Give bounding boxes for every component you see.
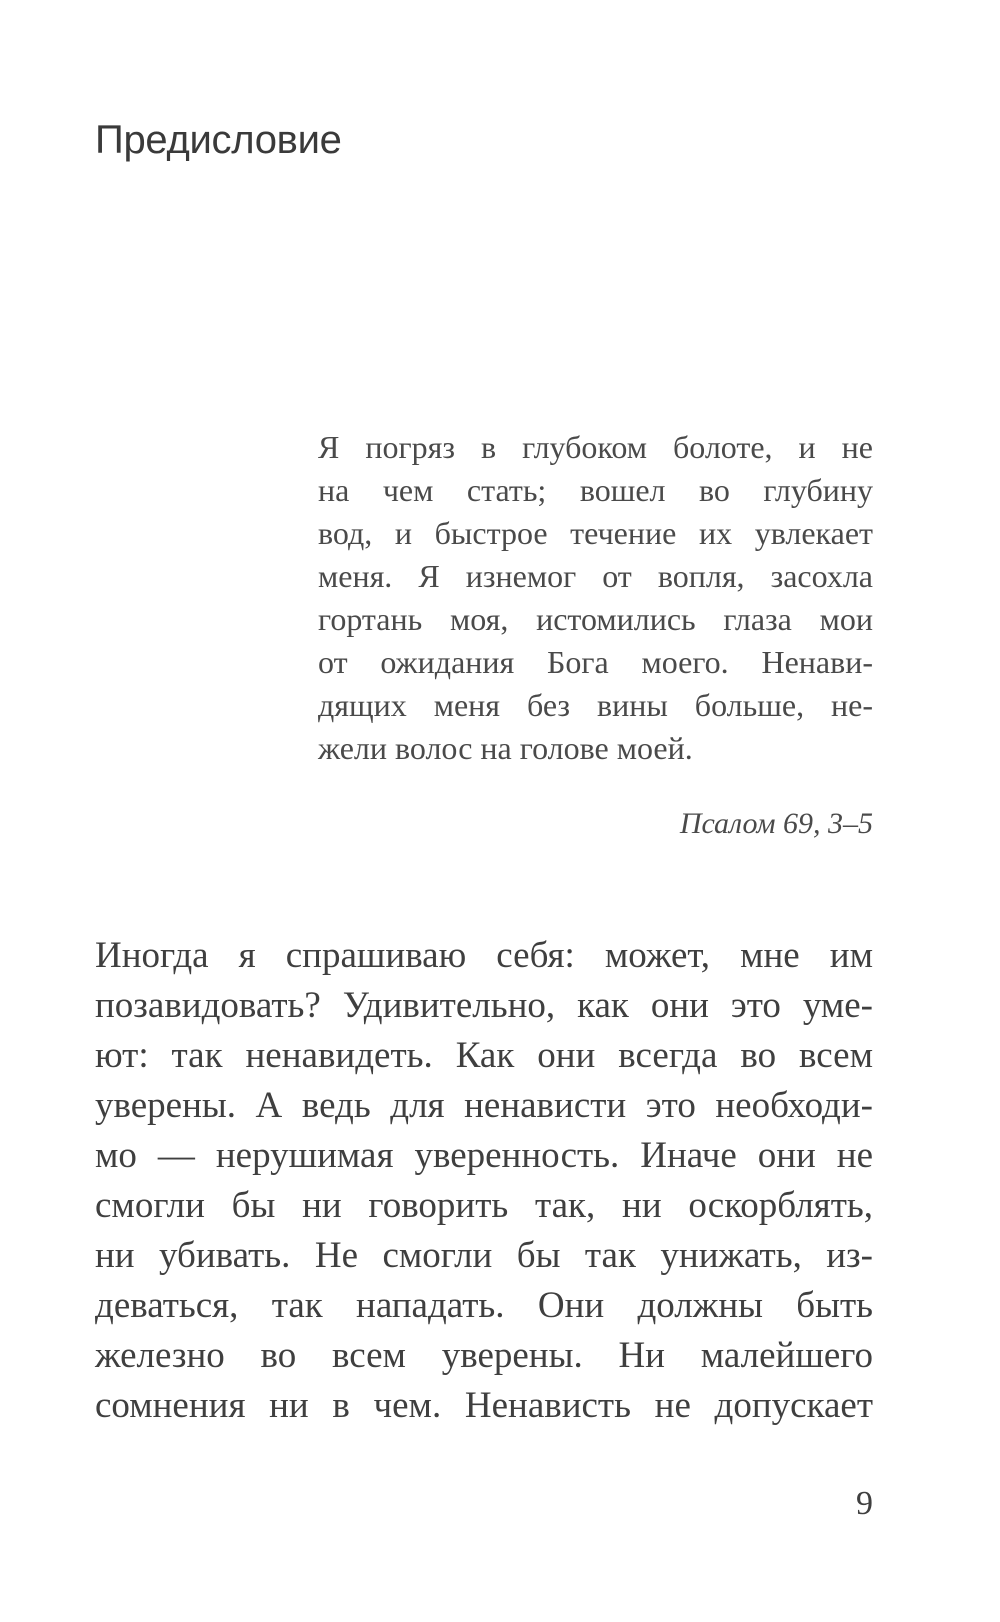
epigraph-line: от ожидания Бога моего. Ненави- [318,644,873,680]
body-line: смогли бы ни говорить так, ни оскорблять, [95,1185,873,1226]
epigraph-line: Я погряз в глубоком болоте, и не [318,429,873,465]
epigraph [318,426,873,770]
epigraph-line: жели волос на голове моей. [318,730,693,766]
body-paragraph [95,931,873,1431]
body-line: ют: так ненавидеть. Как они всегда во всем [95,1035,873,1076]
body-line: уверены. А ведь для ненависти это необходи- [95,1085,873,1126]
chapter-title: Предисловие [95,118,342,162]
epigraph-source: Псалом 69, 3–5 [679,807,873,840]
epigraph-line: на чем стать; вошел во глубину [318,472,873,508]
epigraph-line: дящих меня без вины больше, не- [318,687,873,723]
epigraph-line: меня. Я изнемог от вопля, засохла [318,558,873,594]
epigraph-line: гортань моя, истомились глаза мои [318,601,873,637]
body-line: Иногда я спрашиваю себя: может, мне им [95,935,873,976]
body-line: позавидовать? Удивительно, как они это уме- [95,985,873,1026]
body-line: ни убивать. Не смогли бы так унижать, из- [95,1235,873,1276]
body-line: мо — нерушимая уверенность. Иначе они не [95,1135,873,1176]
epigraph-line: вод, и быстрое течение их увлекает [318,515,873,551]
body-line: сомнения ни в чем. Ненависть не допускает [95,1385,873,1426]
body-line: железно во всем уверены. Ни малейшего [95,1335,873,1376]
page-number: 9 [856,1485,873,1522]
body-line: деваться, так нападать. Они должны быть [95,1285,873,1326]
